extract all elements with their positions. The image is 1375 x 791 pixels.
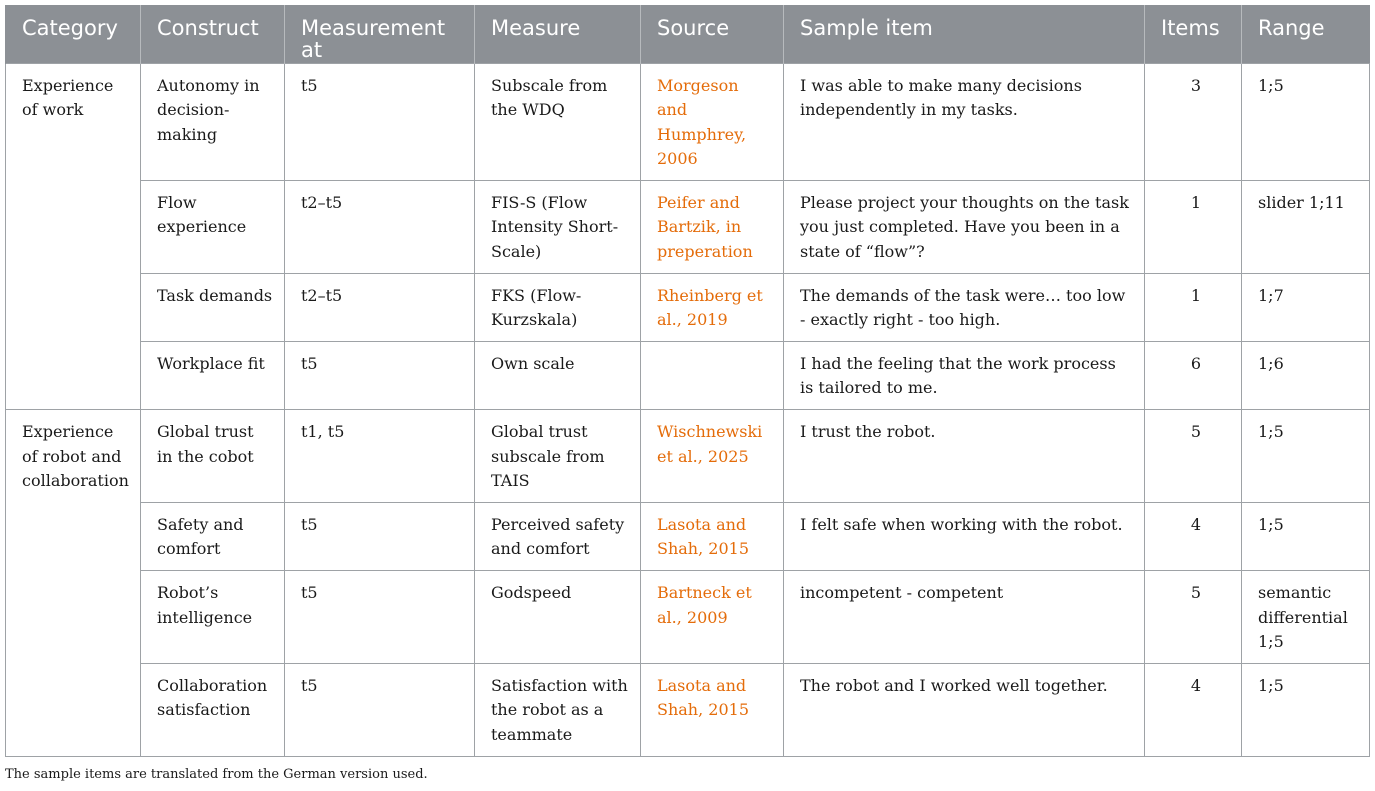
range-cell: 1;6 xyxy=(1242,341,1370,409)
measure-cell: Own scale xyxy=(475,341,641,409)
items-cell: 3 xyxy=(1145,63,1242,180)
table-footnote: The sample items are translated from the German version used. xyxy=(5,767,428,782)
sample-item-cell: I had the feeling that the work process is tailored to me. xyxy=(784,341,1145,409)
header-range: Range xyxy=(1242,5,1370,63)
measure-cell: Godspeed xyxy=(475,571,641,664)
construct-cell: Robot’s intelligence xyxy=(141,571,285,664)
measurement-cell: t2–t5 xyxy=(285,180,475,273)
measurement-cell: t2–t5 xyxy=(285,273,475,341)
range-cell: 1;7 xyxy=(1242,273,1370,341)
measurement-cell: t5 xyxy=(285,63,475,180)
sample-item-cell: Please project your thoughts on the task you just completed. Have you been in a state of “flow”? xyxy=(784,180,1145,273)
source-link[interactable]: Lasota and Shah, 2015 xyxy=(641,502,784,570)
range-cell: 1;5 xyxy=(1242,663,1370,756)
construct-cell: Task demands xyxy=(141,273,285,341)
source-link[interactable]: Morgeson and Humphrey, 2006 xyxy=(641,63,784,180)
table-row xyxy=(6,663,1370,756)
measure-cell: Satisfaction with the robot as a teammate xyxy=(475,663,641,756)
measurement-cell: t5 xyxy=(285,571,475,664)
items-cell: 5 xyxy=(1145,571,1242,664)
table-row xyxy=(6,273,1370,341)
sample-item-cell: I trust the robot. xyxy=(784,410,1145,503)
measurement-cell: t1, t5 xyxy=(285,410,475,503)
items-cell: 1 xyxy=(1145,180,1242,273)
source-link[interactable]: Rheinberg et al., 2019 xyxy=(641,273,784,341)
header-source: Source xyxy=(641,5,784,63)
table-row xyxy=(6,180,1370,273)
items-cell: 4 xyxy=(1145,663,1242,756)
measure-cell: Perceived safety and comfort xyxy=(475,502,641,570)
source-link[interactable]: Lasota and Shah, 2015 xyxy=(641,663,784,756)
header-row xyxy=(6,5,1370,63)
source-link[interactable]: Bartneck et al., 2009 xyxy=(641,571,784,664)
items-cell: 4 xyxy=(1145,502,1242,570)
sample-item-cell: I felt safe when working with the robot. xyxy=(784,502,1145,570)
sample-item-cell: The robot and I worked well together. xyxy=(784,663,1145,756)
measure-cell: FKS (Flow-Kurzskala) xyxy=(475,273,641,341)
measures-table xyxy=(5,5,1370,757)
header-measure: Measure xyxy=(475,5,641,63)
items-cell: 1 xyxy=(1145,273,1242,341)
table-row xyxy=(6,502,1370,570)
measure-cell: Global trust subscale from TAIS xyxy=(475,410,641,503)
source-cell xyxy=(641,341,784,409)
measurement-cell: t5 xyxy=(285,663,475,756)
sample-item-cell: The demands of the task were… too low - exactly right - too high. xyxy=(784,273,1145,341)
header-sample-item: Sample item xyxy=(784,5,1145,63)
range-cell: 1;5 xyxy=(1242,502,1370,570)
table-row xyxy=(6,63,1370,180)
measurement-cell: t5 xyxy=(285,502,475,570)
measure-cell: Subscale from the WDQ xyxy=(475,63,641,180)
construct-cell: Flow experience xyxy=(141,180,285,273)
range-cell: slider 1;11 xyxy=(1242,180,1370,273)
sample-item-cell: I was able to make many decisions independently in my tasks. xyxy=(784,63,1145,180)
table-row xyxy=(6,341,1370,409)
table-row xyxy=(6,571,1370,664)
header-measurement: Measurement at xyxy=(285,5,475,63)
header-items: Items xyxy=(1145,5,1242,63)
construct-cell: Collaboration satisfaction xyxy=(141,663,285,756)
measurement-cell: t5 xyxy=(285,341,475,409)
source-link[interactable]: Wischnewski et al., 2025 xyxy=(641,410,784,503)
category-cell: Experience of work xyxy=(6,63,141,410)
sample-item-cell: incompetent - competent xyxy=(784,571,1145,664)
header-category: Category xyxy=(6,5,141,63)
construct-cell: Autonomy in decision-making xyxy=(141,63,285,180)
table-row xyxy=(6,410,1370,503)
category-cell: Experience of robot and collaboration xyxy=(6,410,141,757)
range-cell: 1;5 xyxy=(1242,410,1370,503)
items-cell: 5 xyxy=(1145,410,1242,503)
construct-cell: Safety and comfort xyxy=(141,502,285,570)
range-cell: 1;5 xyxy=(1242,63,1370,180)
construct-cell: Workplace fit xyxy=(141,341,285,409)
construct-cell: Global trust in the cobot xyxy=(141,410,285,503)
measure-cell: FIS-S (Flow Intensity Short-Scale) xyxy=(475,180,641,273)
items-cell: 6 xyxy=(1145,341,1242,409)
source-link[interactable]: Peifer and Bartzik, in preperation xyxy=(641,180,784,273)
range-cell: semantic differential 1;5 xyxy=(1242,571,1370,664)
header-construct: Construct xyxy=(141,5,285,63)
